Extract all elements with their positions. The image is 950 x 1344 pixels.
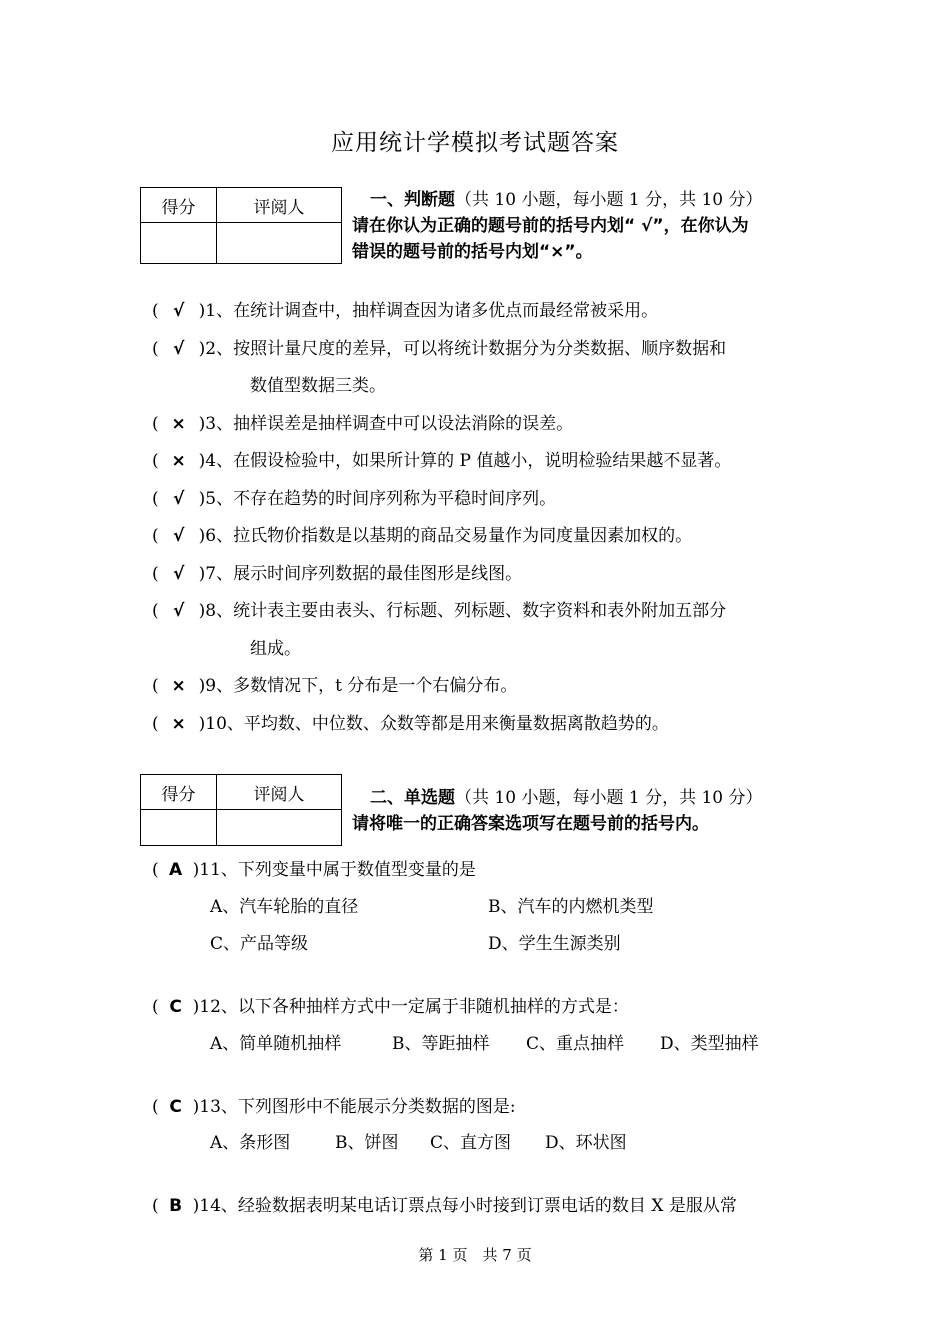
item-text: 7、展示时间序列数据的最佳图形是线图。 [205, 564, 523, 584]
page-title: 应用统计学模拟考试题答案 [331, 130, 619, 156]
judgement-item: ( √ )6、拉氏物价指数是以基期的商品交易量作为同度量因素加权的。 [152, 526, 693, 546]
answer-mark[interactable]: √ [172, 526, 185, 546]
score-header: 得分 [141, 188, 217, 223]
judgement-item: ( × )10、平均数、中位数、众数等都是用来衡量数据离散趋势的。 [152, 714, 669, 734]
q13-option-c: C、直方图 [430, 1133, 512, 1153]
q12-option-b: B、等距抽样 [392, 1034, 490, 1054]
question-14: ( B )14、经验数据表明某电话订票点每小时接到订票电话的数目 X 是服从常 [152, 1196, 737, 1216]
judgement-item: ( √ )8、统计表主要由表头、行标题、列标题、数字资料和表外附加五部分 [152, 601, 727, 621]
judgement-item: ( × )9、多数情况下，t 分布是一个右偏分布。 [152, 676, 518, 696]
section2-heading: 二、单选题 [370, 788, 455, 808]
q11-option-d: D、学生生源类别 [488, 934, 621, 954]
judgement-item: ( √ )1、在统计调查中，抽样调查因为诸多优点而最经常被采用。 [152, 301, 659, 321]
answer-mark[interactable]: C [169, 1097, 182, 1117]
section2-meta: （共 10 小题，每小题 1 分，共 10 分） [455, 788, 763, 808]
item-text: 9、多数情况下，t 分布是一个右偏分布。 [205, 676, 518, 696]
section1-header [352, 187, 822, 265]
section2-header [352, 785, 822, 837]
q13-option-b: B、饼图 [335, 1133, 399, 1153]
answer-mark[interactable]: A [169, 860, 183, 880]
section2-instruction: 请将唯一的正确答案选项写在题号前的括号内。 [352, 814, 709, 834]
answer-mark[interactable]: × [171, 676, 186, 696]
score-cell[interactable] [141, 223, 217, 264]
answer-mark[interactable]: √ [172, 564, 185, 584]
answer-mark[interactable]: × [171, 714, 186, 734]
judgement-item: ( √ )2、按照计量尺度的差异，可以将统计数据分为分类数据、顺序数据和 [152, 339, 727, 359]
answer-mark[interactable]: × [171, 451, 186, 471]
reviewer-header: 评阅人 [217, 775, 342, 810]
q11-option-a: A、汽车轮胎的直径 [210, 897, 359, 917]
question-text: 12、以下各种抽样方式中一定属于非随机抽样的方式是： [199, 997, 629, 1017]
question-13: ( C )13、下列图形中不能展示分类数据的图是: [152, 1097, 516, 1117]
answer-mark[interactable]: B [169, 1196, 183, 1216]
item-text: 4、在假设检验中，如果所计算的 P 值越小，说明检验结果越不显著。 [205, 451, 732, 471]
q11-option-b: B、汽车的内燃机类型 [488, 897, 654, 917]
page-footer: 第 1 页 共 7 页 [418, 1246, 532, 1264]
question-text: 13、下列图形中不能展示分类数据的图是: [199, 1097, 516, 1117]
item-text: 10、平均数、中位数、众数等都是用来衡量数据离散趋势的。 [205, 714, 669, 734]
q13-option-a: A、条形图 [210, 1133, 291, 1153]
section1-meta: （共 10 小题，每小题 1 分，共 10 分） [455, 190, 763, 210]
judgement-item: ( × )3、抽样误差是抽样调查中可以设法消除的误差。 [152, 414, 574, 434]
section1-instruction-2: 错误的题号前的括号内划“×”。 [352, 242, 593, 262]
question-12: ( C )12、以下各种抽样方式中一定属于非随机抽样的方式是： [152, 997, 629, 1017]
answer-mark[interactable]: √ [172, 339, 185, 359]
answer-mark[interactable]: C [169, 997, 182, 1017]
item-text: 3、抽样误差是抽样调查中可以设法消除的误差。 [205, 414, 574, 434]
q11-option-c: C、产品等级 [210, 934, 309, 954]
answer-mark[interactable]: × [171, 414, 186, 434]
item-text: 1、在统计调查中，抽样调查因为诸多优点而最经常被采用。 [205, 301, 659, 321]
answer-mark[interactable]: √ [172, 489, 185, 509]
question-text: 14、经验数据表明某电话订票点每小时接到订票电话的数目 X 是服从常 [199, 1196, 737, 1216]
item-text-continued: 组成。 [250, 639, 301, 659]
q13-option-d: D、环状图 [545, 1133, 627, 1153]
item-text: 5、不存在趋势的时间序列称为平稳时间序列。 [205, 489, 557, 509]
section1-instruction-1: 请在你认为正确的题号前的括号内划“ √”，在你认为 [352, 216, 749, 236]
score-cell[interactable] [141, 810, 217, 846]
question-11: ( A )11、下列变量中属于数值型变量的是 [152, 860, 476, 880]
q12-option-c: C、重点抽样 [526, 1034, 625, 1054]
answer-mark[interactable]: √ [172, 301, 185, 321]
judgement-item: ( √ )7、展示时间序列数据的最佳图形是线图。 [152, 564, 523, 584]
answer-mark[interactable]: √ [172, 601, 185, 621]
score-box-1 [140, 187, 342, 264]
reviewer-cell[interactable] [217, 223, 342, 264]
judgement-item: ( √ )5、不存在趋势的时间序列称为平稳时间序列。 [152, 489, 557, 509]
item-text: 2、按照计量尺度的差异，可以将统计数据分为分类数据、顺序数据和 [205, 339, 727, 359]
reviewer-header: 评阅人 [217, 188, 342, 223]
item-text: 8、统计表主要由表头、行标题、列标题、数字资料和表外附加五部分 [205, 601, 727, 621]
q12-option-d: D、类型抽样 [660, 1034, 759, 1054]
score-box-2 [140, 774, 342, 846]
item-text-continued: 数值型数据三类。 [250, 376, 386, 396]
item-text: 6、拉氏物价指数是以基期的商品交易量作为同度量因素加权的。 [205, 526, 693, 546]
score-header: 得分 [141, 775, 217, 810]
judgement-item: ( × )4、在假设检验中，如果所计算的 P 值越小，说明检验结果越不显著。 [152, 451, 732, 471]
question-text: 11、下列变量中属于数值型变量的是 [199, 860, 476, 880]
section1-heading: 一、判断题 [370, 190, 455, 210]
reviewer-cell[interactable] [217, 810, 342, 846]
q12-option-a: A、简单随机抽样 [210, 1034, 342, 1054]
